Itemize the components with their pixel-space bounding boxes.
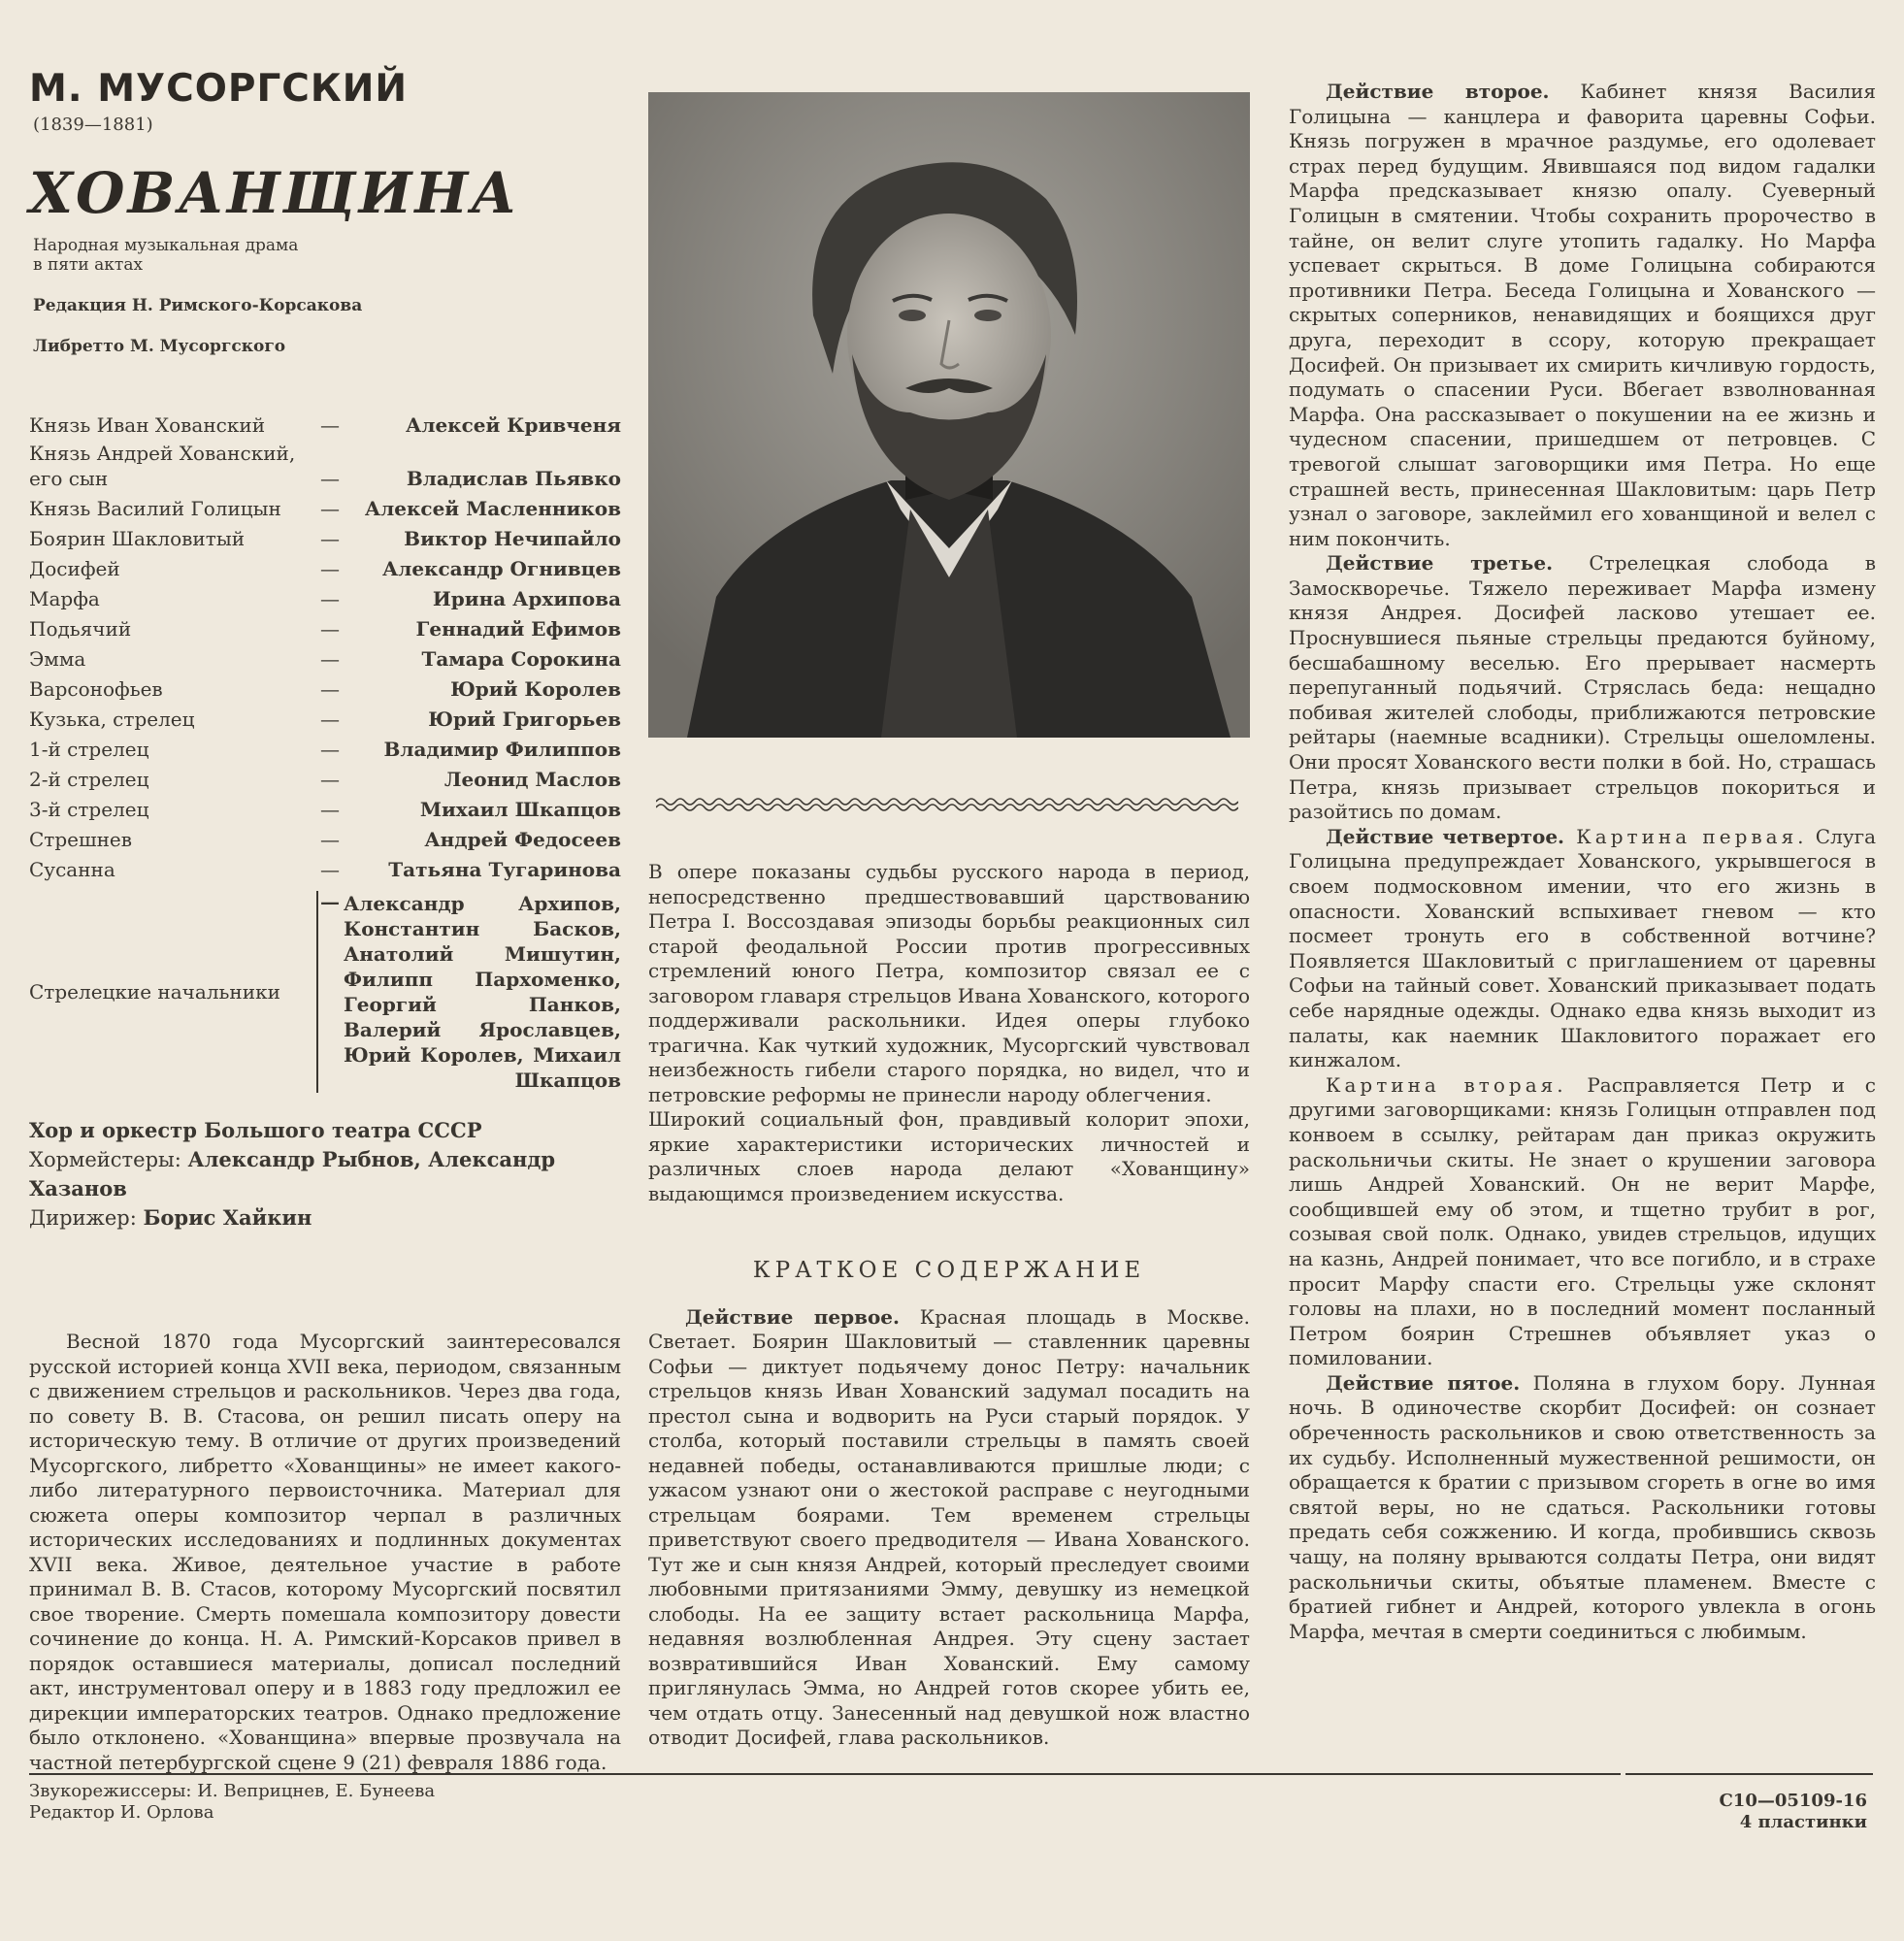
cast-dash: — [320, 467, 340, 490]
cast-actor: Алексей Кривченя [406, 413, 621, 437]
summary-continued [1289, 80, 1876, 1644]
act-five-lead: Действие пятое. [1326, 1370, 1521, 1395]
cast-row [29, 825, 621, 855]
act-four-paragraph [1289, 825, 1876, 1073]
cast-group-actors: Александр Архипов, Константин Басков, Анатолий Мишутин, Филипп Пархоменко, Георгий Панков, Валерий Ярославцев, Юрий Королев, Михаил Шкапцов [344, 892, 621, 1092]
cast-group-list [316, 891, 621, 1093]
cast-dash: — [320, 557, 340, 580]
cast-actor: Татьяна Тугаринова [388, 858, 621, 881]
composer-name: М. МУСОРГСКИЙ [29, 67, 409, 111]
cast-list [29, 411, 621, 1093]
footer-rule [29, 1773, 1621, 1775]
cast-row [29, 614, 621, 644]
cast-role: Варсонофьев [29, 677, 163, 701]
libretto-credit: Либретто М. Мусоргского [33, 337, 286, 356]
cast-row [29, 466, 621, 491]
conductor-label: Дирижер: [29, 1206, 144, 1230]
cast-role: 1-й стрелец [29, 738, 149, 761]
cast-dash: — [320, 707, 340, 731]
choirmasters-names: Александр Рыбнов, Александр Хазанов [29, 1147, 556, 1201]
act-five-paragraph [1289, 1371, 1876, 1645]
catalog-info [1719, 1791, 1867, 1833]
cast-row [29, 524, 621, 554]
cast-dash: — [320, 413, 340, 437]
about-text [648, 860, 1250, 1751]
cast-dash: — [320, 677, 340, 701]
cast-row [29, 554, 621, 584]
cast-dash: — [320, 647, 340, 671]
cast-dash: — [320, 497, 340, 520]
edition-credit: Редакция Н. Римского-Корсакова [33, 296, 363, 315]
cast-role: Князь Василий Голицын [29, 497, 281, 520]
act-four-scene-two-text: Расправляется Петр и с другими заговорщиками: князь Голицын отправлен под конвоем в ссылку, рейтарам дан приказ окружить раскольничьи скиты. Не знает о крушении заговора лишь Андрей Хованский. Он не верит Марфе, сообщившей ему об этом, и тщетно трубит в рог, созывая свой полк. Однако, увидев стрельцов, идущих на казнь, Андрей понимает, что все погибло, и в страхе просит Марфу спасти его. Стрельцы уже склонят головы на плахи, но в последний момент посланный Петром боярин Стрешнев объявляет указ о помиловании. [1289, 1072, 1877, 1370]
cast-dash: — [320, 768, 340, 791]
decorative-wave-divider [656, 796, 1238, 813]
cast-actor: Геннадий Ефимов [415, 617, 621, 641]
cast-actor: Леонид Маслов [443, 768, 621, 791]
cast-row [29, 795, 621, 825]
about-paragraph: В опере показаны судьбы русского народа в период, непосредственно предшествовавший царствованию Петра I. Воссоздавая эпизоды борьбы реакционных сил старой феодальной России против прогрессивных стремлений юного Петра, композитор связал ее с заговором главаря стрельцов Ивана Хованского, которого поддерживали раскольники. Идея оперы глубоко трагична. Как чуткий художник, Мусоргский чувствовал неизбежность гибели старого порядка, но видел, что и петровские реформы не принесли народу облегчения. [648, 860, 1250, 1106]
cast-row [29, 674, 621, 705]
cast-role: Марфа [29, 587, 100, 610]
act-four-scene-one: Картина первая. [1564, 824, 1808, 848]
cast-actor: Ирина Архипова [432, 587, 621, 610]
cast-actor: Александр Огнивцев [381, 557, 621, 580]
cast-role: Боярин Шакловитый [29, 527, 246, 550]
catalog-number: С10—05109-16 [1719, 1791, 1867, 1811]
cast-actor: Андрей Федосеев [424, 828, 621, 851]
cast-role: 2-й стрелец [29, 768, 149, 791]
cast-row [29, 705, 621, 735]
act-two-paragraph [1289, 80, 1876, 551]
cast-dash: — [320, 858, 340, 881]
act-five-text: Поляна в глухом бору. Лунная ночь. В одиночестве скорбит Досифей: он сознает обреченность раскольников и свою ответственность за их судьбу. Исполненный мужественной решимости, он обращается к братии с призывом сгореть в огне во имя святой веры, но не сдаться. Раскольники готовы предать себя сожжению. И когда, пробившись сквозь чащу, на поляну врываются солдаты Петра, они видят раскольничьи скиты, объятые пламенем. Вместе с братией гибнет и Андрей, которого увлекла в огонь Марфа, мечтая в смерти соединиться с любимым. [1289, 1370, 1876, 1643]
cast-actor: Михаил Шкапцов [419, 798, 621, 821]
middle-column [648, 92, 1250, 1751]
intro-paragraph: Весной 1870 года Мусоргский заинтересовался русской историей конца XVII века, периодом, связанным с движением стрельцов и раскольников. Через два года, по совету В. В. Стасова, он решил писать оперу на историческую тему. В отличие от других произведений Мусоргского, либретто «Хованщины» не имеет какого-либо литературного первоисточника. Материал для сюжета оперы композитор черпал в различных исторических исследованиях и подлинных документах XVII века. Живое, деятельное участие в работе принимал В. В. Стасов, которому Мусоргский посвятил свое творение. Смерть помешала композитору довести сочинение до конца. Н. А. Римский-Корсаков привел в порядок оставшиеся материалы, дописал последний акт, инструментовал оперу и в 1883 году предложил ее дирекции императорских театров. Однако предложение было отклонено. «Хованщина» впервые прозвучала на частной петербургской сцене 9 (21) февраля 1886 года. [29, 1330, 621, 1774]
cast-row [29, 765, 621, 795]
cast-actor: Алексей Масленников [364, 497, 621, 520]
cast-group [29, 891, 621, 1093]
performers [29, 1116, 621, 1233]
act-three-paragraph [1289, 551, 1876, 825]
summary-heading: КРАТКОЕ СОДЕРЖАНИЕ [752, 1258, 1146, 1283]
act-four-scene-two-paragraph [1289, 1073, 1876, 1371]
cast-dash: — [320, 798, 340, 821]
cast-dash: — [320, 828, 340, 851]
right-column [1289, 80, 1876, 1644]
cast-row [29, 411, 621, 441]
cast-group-role: Стрелецкие начальники [29, 979, 280, 1003]
cast-role: его сын [29, 467, 109, 490]
cast-dash: — [320, 587, 340, 610]
cast-actor: Владимир Филиппов [383, 738, 621, 761]
act-three-text: Стрелецкая слобода в Замоскворечье. Тяжело переживает Марфа измену князя Андрея. Досифей ласково утешает ее. Проснувшиеся пьяные стрельцы предаются буйному, бесшабашному веселью. Его прерывает насмерть перепуганный подьячий. Стряслась беда: нещадно побивая жителей слободы, приближаются петровские рейтары (наемные всадники). Стрельцы ошеломлены. Они просят Хованского вести полки в бой. Но, страшась Петра, князь призывает стрельцов покориться и разойтись по домам. [1289, 551, 1876, 824]
choirmasters-label: Хормейстеры: [29, 1148, 188, 1171]
act-four-lead: Действие четвертое. [1326, 824, 1565, 848]
left-column [29, 68, 621, 1794]
composer-portrait [648, 92, 1250, 738]
act-one-text: Красная площадь в Москве. Светает. Боярин Шакловитый — ставленник царевны Софьи — диктует подьячему донос Петру: начальник стрельцов князь Иван Хованский задумал посадить на престол сына и водворить на Руси старый порядок. У столба, который поставили стрельцы в память своей недавней победы, останавливаются пришлые люди; с ужасом узнают они о жестокой расправе с неугодными стрельцам боярами. Тем временем стрельцы приветствуют своего предводителя — Ивана Хованского. Тут же и сын князя Андрей, который преследует своими любовными притязаниями Эмму, девушку из немецкой слободы. На ее защиту встает раскольница Марфа, недавняя возлюбленная Андрея. Эту сцену застает возвратившийся Иван Хованский. Ему самому приглянулась Эмма, но Андрей готов скорее убить ее, чем отдать отцу. Занесенный над девушкой нож властно отводит Досифей, глава раскольников. [648, 1304, 1250, 1749]
cast-role: Стрешнев [29, 828, 133, 851]
act-three-lead: Действие третье. [1326, 551, 1554, 576]
act-four-text: Слуга Голицына предупреждает Хованского, укрывшегося в своем подмосковном имении, что его жизнь в опасности. Хованский вспыхивает гневом — кто посмеет тронуть его в собственной вотчине? Появляется Шакловитый с приглашением от царевны Софьи на тайный совет. Хованский приказывает подать себе нарядные одежды. Однако едва князь выходит из палаты, как наемник Шакловитого поражает его кинжалом. [1289, 824, 1876, 1072]
cast-row [29, 735, 621, 765]
portrait-photo-icon [648, 92, 1250, 738]
act-one-paragraph [648, 1305, 1250, 1751]
act-two-lead: Действие второе. [1326, 80, 1550, 103]
cast-row [29, 855, 621, 885]
cast-row [29, 441, 621, 466]
opera-title: ХОВАНЩИНА [29, 160, 520, 226]
cast-actor: Юрий Григорьев [428, 707, 621, 731]
footer-credits [29, 1781, 435, 1824]
act-one-lead: Действие первое. [685, 1304, 900, 1329]
cast-role: Досифей [29, 557, 120, 580]
conductor-line [29, 1203, 621, 1233]
cast-role: Подьячий [29, 617, 132, 641]
cast-row [29, 584, 621, 614]
cast-dash: — [320, 617, 340, 641]
cast-actor: Тамара Сорокина [421, 647, 621, 671]
act-four-scene-two: Картина вторая. [1326, 1072, 1567, 1097]
cast-role: 3-й стрелец [29, 798, 149, 821]
records-count: 4 пластинки [1739, 1812, 1867, 1832]
cast-dash: — [320, 527, 340, 550]
editor: Редактор И. Орлова [29, 1802, 214, 1823]
cast-actor: Владислав Пьявко [406, 467, 621, 490]
choirmasters-line [29, 1145, 621, 1203]
composer-years: (1839—1881) [33, 115, 153, 135]
conductor-name: Борис Хайкин [143, 1205, 312, 1230]
choir-name: Хор и оркестр Большого театра СССР [29, 1118, 482, 1142]
cast-dash: — [320, 890, 340, 913]
cast-role: Кузька, стрелец [29, 707, 195, 731]
cast-actor: Виктор Нечипайло [404, 527, 621, 550]
cast-row [29, 494, 621, 524]
sound-engineers: Звукорежиссеры: И. Веприцнев, Е. Бунеева [29, 1781, 436, 1801]
cast-role: Князь Иван Хованский [29, 413, 266, 437]
cast-dash: — [320, 738, 340, 761]
act-two-text: Кабинет князя Василия Голицына — канцлера и фаворита царевны Софьи. Князь погружен в мрачное раздумье, его одолевает страх перед будущим. Явившаяся под видом гадалки Марфа предсказывает князю опалу. Суеверный Голицын в смятении. Чтобы сохранить пророчество в тайне, он велит слуге утопить гадалку. Но Марфа успевает скрыться. В доме Голицына собираются противники Петра. Беседа Голицына и Хованского — скрытых соперников, ненавидящих и боящихся друг друга, переходит в ссору, которую прекращает Досифей. Он призывает их смирить кичливую гордость, подумать о спасении Руси. Вбегает взволнованная Марфа. Она рассказывает о покушении на ее жизнь и чудесном спасении, пришедшем от петровцев. С тревогой слышат заговорщики имя Петра. Но еще страшней весть, принесенная Шакловитым: царь Петр узнал о заговоре, заклеймил его хованщиной и велел с ним покончить. [1289, 80, 1876, 550]
opera-subtitle: Народная музыкальная драма в пяти актах [33, 236, 299, 275]
cast-actor: Юрий Королев [450, 677, 621, 701]
cast-role: Князь Андрей Хованский, [29, 442, 296, 465]
cast-role: Эмма [29, 647, 86, 671]
footer-rule [1625, 1773, 1873, 1775]
cast-row [29, 644, 621, 674]
about-paragraph: Широкий социальный фон, правдивый колорит эпохи, яркие характеристики исторических личностей и различных слоев народа делают «Хованщину» выдающимся произведением искусства. [648, 1107, 1250, 1205]
cast-role: Сусанна [29, 858, 115, 881]
